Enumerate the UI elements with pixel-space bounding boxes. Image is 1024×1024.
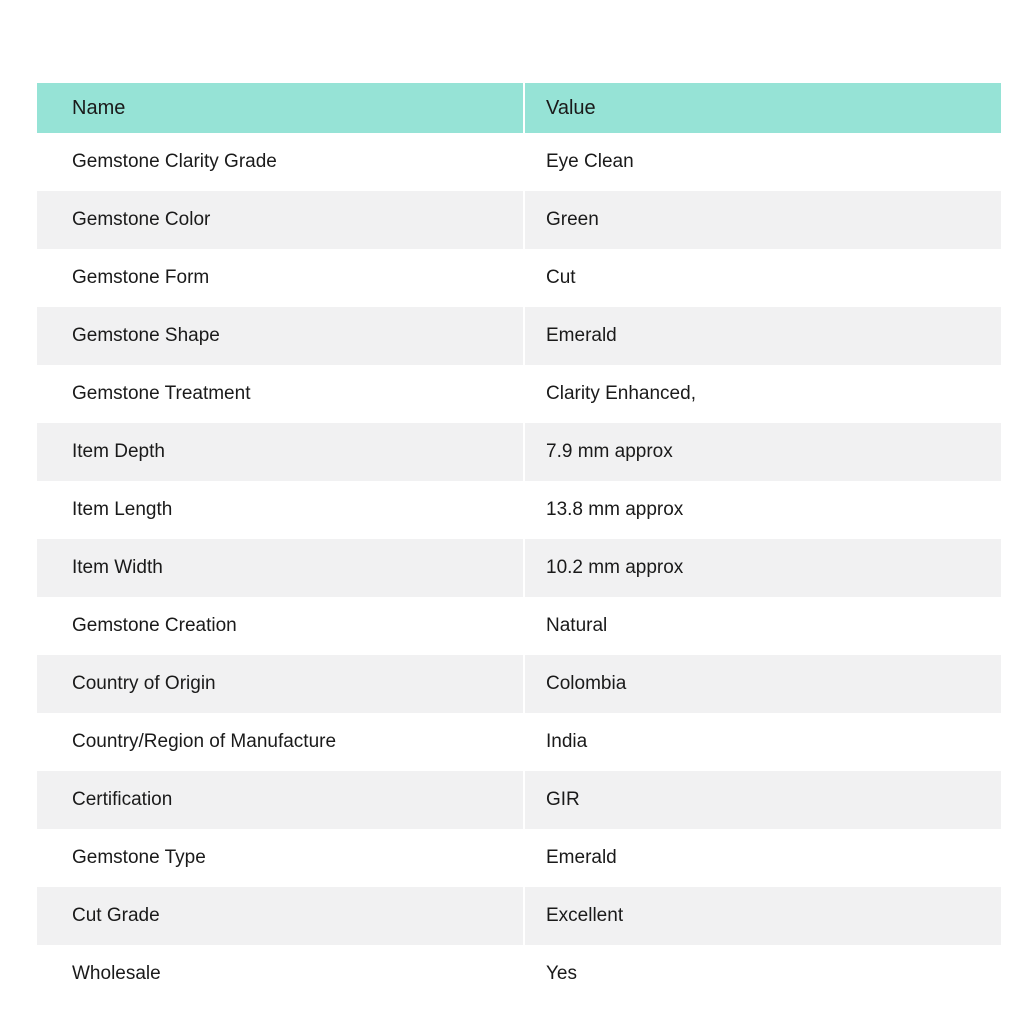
spec-name-cell: Gemstone Treatment	[37, 365, 524, 423]
spec-name-cell: Item Width	[37, 539, 524, 597]
specs-table-body	[37, 133, 1001, 1003]
spec-name-cell: Gemstone Type	[37, 829, 524, 887]
table-row	[37, 771, 1001, 829]
specs-table-header	[37, 83, 1001, 133]
table-row	[37, 597, 1001, 655]
spec-value-cell: GIR	[524, 771, 1001, 829]
spec-name-cell: Wholesale	[37, 945, 524, 1003]
table-row	[37, 829, 1001, 887]
spec-value-cell: 10.2 mm approx	[524, 539, 1001, 597]
spec-value-cell: Eye Clean	[524, 133, 1001, 191]
spec-value-cell: Green	[524, 191, 1001, 249]
table-row	[37, 887, 1001, 945]
spec-value-cell: Clarity Enhanced,	[524, 365, 1001, 423]
spec-value-cell: India	[524, 713, 1001, 771]
table-row	[37, 249, 1001, 307]
spec-value-cell: Emerald	[524, 307, 1001, 365]
table-row	[37, 133, 1001, 191]
header-row	[37, 83, 1001, 133]
table-row	[37, 423, 1001, 481]
spec-name-cell: Country/Region of Manufacture	[37, 713, 524, 771]
spec-name-cell: Item Length	[37, 481, 524, 539]
table-row	[37, 365, 1001, 423]
table-row	[37, 307, 1001, 365]
header-cell-name: Name	[37, 83, 524, 133]
table-row	[37, 713, 1001, 771]
spec-name-cell: Country of Origin	[37, 655, 524, 713]
spec-name-cell: Item Depth	[37, 423, 524, 481]
item-specifics-panel	[37, 83, 1001, 1003]
spec-name-cell: Gemstone Creation	[37, 597, 524, 655]
spec-value-cell: Yes	[524, 945, 1001, 1003]
spec-value-cell: Emerald	[524, 829, 1001, 887]
spec-name-cell: Gemstone Shape	[37, 307, 524, 365]
spec-value-cell: Colombia	[524, 655, 1001, 713]
table-row	[37, 539, 1001, 597]
table-row	[37, 945, 1001, 1003]
spec-name-cell: Certification	[37, 771, 524, 829]
spec-name-cell: Gemstone Form	[37, 249, 524, 307]
spec-name-cell: Gemstone Color	[37, 191, 524, 249]
spec-value-cell: Natural	[524, 597, 1001, 655]
spec-value-cell: 7.9 mm approx	[524, 423, 1001, 481]
spec-value-cell: 13.8 mm approx	[524, 481, 1001, 539]
spec-value-cell: Excellent	[524, 887, 1001, 945]
spec-name-cell: Gemstone Clarity Grade	[37, 133, 524, 191]
specs-table	[37, 83, 1001, 1003]
spec-name-cell: Cut Grade	[37, 887, 524, 945]
header-cell-value: Value	[524, 83, 1001, 133]
spec-value-cell: Cut	[524, 249, 1001, 307]
table-row	[37, 655, 1001, 713]
table-row	[37, 191, 1001, 249]
table-row	[37, 481, 1001, 539]
